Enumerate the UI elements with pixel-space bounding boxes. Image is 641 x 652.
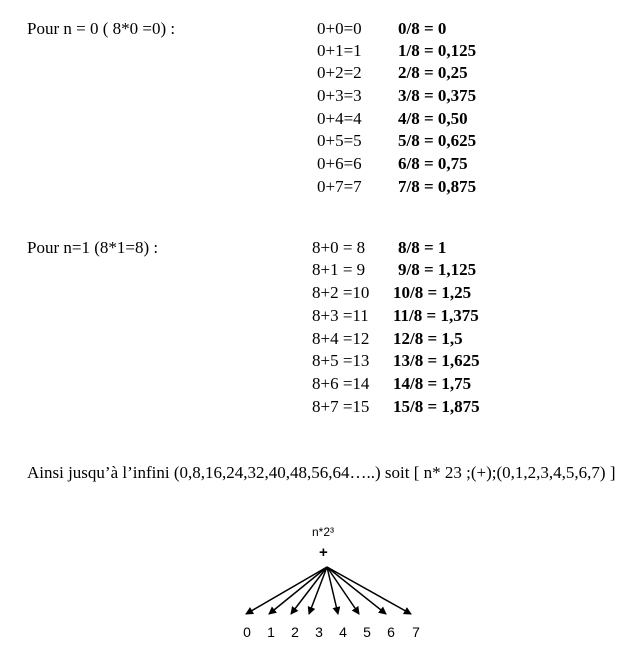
section1-sum-7: 0+7=7 xyxy=(317,177,362,196)
section1-result-4: 4/8 = 0,50 xyxy=(398,109,468,128)
section2-sum-1: 8+1 = 9 xyxy=(312,260,366,279)
diagram-top-label: n*2³ xyxy=(312,525,335,539)
diagram-digit-4: 4 xyxy=(339,624,347,640)
section1-result-0: 0/8 = 0 xyxy=(398,19,447,38)
section2-sum-3: 8+3 =11 xyxy=(312,306,369,325)
section2-result-1: 9/8 = 1,125 xyxy=(398,260,477,279)
section2-result-3: 11/8 = 1,375 xyxy=(393,306,479,325)
section1-sum-4: 0+4=4 xyxy=(317,109,362,128)
diagram-digit-1: 1 xyxy=(267,624,275,640)
section2-result-5: 13/8 = 1,625 xyxy=(393,351,480,370)
section1-result-2: 2/8 = 0,25 xyxy=(398,63,468,82)
section2-sum-5: 8+5 =13 xyxy=(312,351,370,370)
diagram-digit-0: 0 xyxy=(243,624,251,640)
section1-sum-5: 0+5=5 xyxy=(317,131,362,150)
section1-sum-6: 0+6=6 xyxy=(317,154,362,173)
section2-result-6: 14/8 = 1,75 xyxy=(393,374,472,393)
section2-sum-0: 8+0 = 8 xyxy=(312,238,366,257)
section1-result-7: 7/8 = 0,875 xyxy=(398,177,477,196)
arrow-to-7 xyxy=(327,567,411,614)
section2-result-7: 15/8 = 1,875 xyxy=(393,397,480,416)
arrow-to-2 xyxy=(291,567,327,614)
section1-sum-0: 0+0=0 xyxy=(317,19,362,38)
diagram-digit-6: 6 xyxy=(387,624,395,640)
arrow-to-0 xyxy=(246,567,327,614)
section2-sum-2: 8+2 =10 xyxy=(312,283,370,302)
section2-sum-7: 8+7 =15 xyxy=(312,397,370,416)
section2-result-0: 8/8 = 1 xyxy=(398,238,447,257)
section1-sum-1: 0+1=1 xyxy=(317,41,362,60)
diagram-digit-2: 2 xyxy=(291,624,299,640)
section1-result-6: 6/8 = 0,75 xyxy=(398,154,468,173)
section1-result-5: 5/8 = 0,625 xyxy=(398,131,477,150)
section2-result-4: 12/8 = 1,5 xyxy=(393,329,463,348)
section1-result-1: 1/8 = 0,125 xyxy=(398,41,477,60)
diagram-digit-5: 5 xyxy=(363,624,371,640)
section1-sum-2: 0+2=2 xyxy=(317,63,362,82)
diagram-digit-7: 7 xyxy=(412,624,420,640)
diagram-digit-3: 3 xyxy=(315,624,323,640)
section2-sum-4: 8+4 =12 xyxy=(312,329,370,348)
section2-result-2: 10/8 = 1,25 xyxy=(393,283,472,302)
section2-sum-6: 8+6 =14 xyxy=(312,374,370,393)
diagram-operator: + xyxy=(319,544,328,561)
section1-result-3: 3/8 = 0,375 xyxy=(398,86,477,105)
section1-sum-3: 0+3=3 xyxy=(317,86,362,105)
section2-label: Pour n=1 (8*1=8) : xyxy=(27,238,159,257)
conclusion-text: Ainsi jusqu’à l’infini (0,8,16,24,32,40,48,56,64…..) soit [ n* 23 ;(+);(0,1,2,3,4,5,6,7) ] xyxy=(27,463,616,482)
section1-label: Pour n = 0 ( 8*0 =0) : xyxy=(27,19,176,38)
